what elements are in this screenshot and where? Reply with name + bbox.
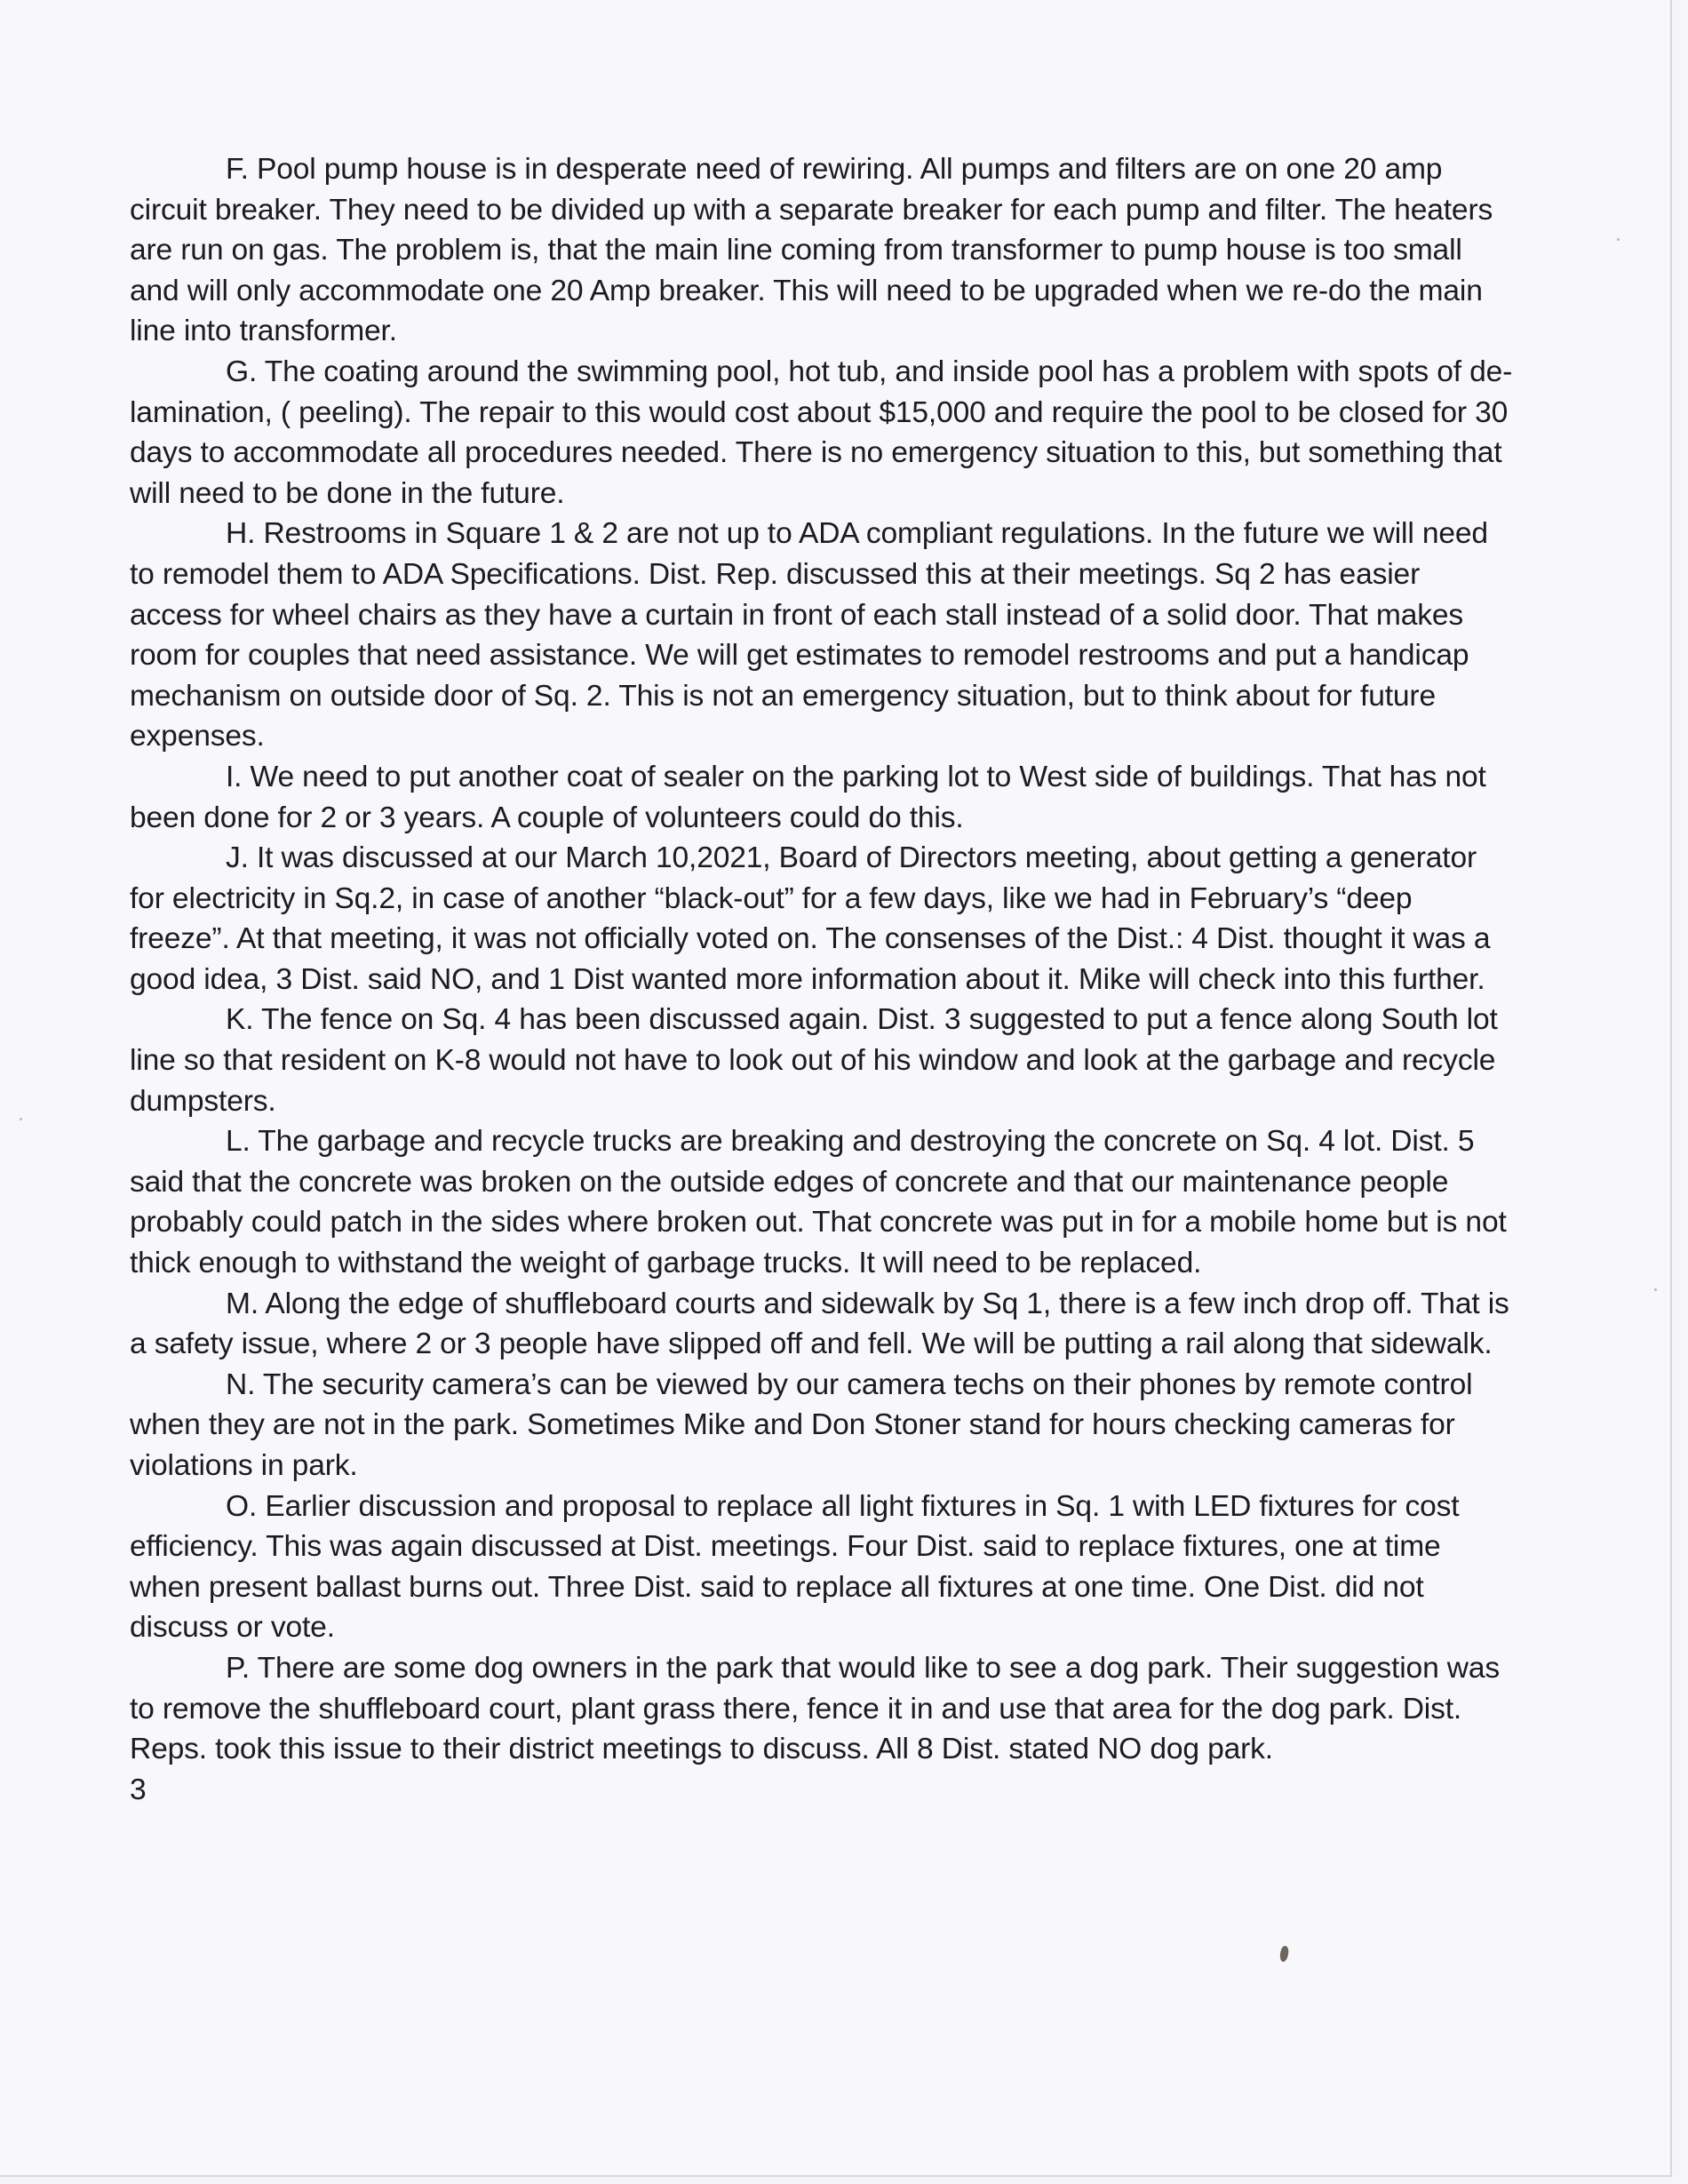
paragraph-i-parking-lot-sealer: I. We need to put another coat of sealer on the parking lot to West side of buildings. That has not been done for 2 or 3 years. A couple of volunteers could do this. (130, 760, 1486, 834)
paragraph-k-fence: K. The fence on Sq. 4 has been discussed again. Dist. 3 suggested to put a fence along South lot line so that resident on K-8 would not have to look out of his window and look at the garbage and recycle dumpsters. (130, 1003, 1498, 1118)
page-number: 3 (130, 1773, 147, 1806)
paragraph-n-security-cameras: N. The security camera’s can be viewed by our camera techs on their phones by remote control when they are not in the park. Sometimes Mike and Don Stoner stand for hours checking cameras for violations in park. (130, 1367, 1473, 1482)
scan-dot (20, 1118, 22, 1120)
paragraph-f-pool-pump-house: F. Pool pump house is in desperate need of rewiring. All pumps and filters are on one 20 amp circuit breaker. They need to be divided up with a separate breaker for each pump and filter. The heaters are run on gas. The problem is, that the main line coming from transformer to pump house is too small and will only accommodate one 20 Amp breaker. This will need to be upgraded when we re-do the main line into transformer. (130, 153, 1493, 348)
scan-speck (1278, 1945, 1290, 1962)
scan-dot (1617, 238, 1620, 241)
document-body (130, 149, 1516, 1810)
paragraph-p-dog-park: P. There are some dog owners in the park that would like to see a dog park. Their suggestion was to remove the shuffleboard court, plant grass there, fence it in and use that area for the dog park. Dist. Reps. took this issue to their district meetings to discuss. All 8 Dist. stated NO dog park. (130, 1651, 1501, 1766)
paragraph-m-shuffleboard-edge: M. Along the edge of shuffleboard courts and sidewalk by Sq 1, there is a few inch drop off. That is a safety issue, where 2 or 3 people have slipped off and fell. We will be putting a rail along that sidewalk. (130, 1287, 1509, 1361)
paragraph-h-restrooms: H. Restrooms in Square 1 & 2 are not up to ADA compliant regulations. In the future we will need to remodel them to ADA Specifications. Dist. Rep. discussed this at their meetings. Sq 2 has easier access for wheel chairs as they have a curtain in front of each stall instead of a solid door. That makes room for couples that need assistance. We will get estimates to remodel restrooms and put a handicap mechanism on outside door of Sq. 2. This is not an emergency situation, but to think about for future expenses. (130, 517, 1488, 753)
paragraph-j-generator: J. It was discussed at our March 10,2021, Board of Directors meeting, about getting a generator for electricity in Sq.2, in case of another “black-out” for a few days, like we had in February’s “deep freeze”. At that meeting, it was not officially voted on. The consenses of the Dist.: 4 Dist. thought it was a good idea, 3 Dist. said NO, and 1 Dist wanted more information about it. Mike will check into this further. (130, 841, 1491, 996)
paragraph-l-concrete: L. The garbage and recycle trucks are breaking and destroying the concrete on Sq. 4 lot. Dist. 5 said that the concrete was broken on the outside edges of concrete and that our maintenance people probably could patch in the sides where broken out. That concrete was put in for a mobile home but is not thick enough to withstand the weight of garbage trucks. It will need to be replaced. (130, 1125, 1507, 1280)
scan-dot (1654, 1288, 1657, 1291)
paragraph-g-pool-coating: G. The coating around the swimming pool, hot tub, and inside pool has a problem with spots of de-lamination, ( peeling). The repair to this would cost about $15,000 and require the pool to be closed for 30 days to accommodate all procedures needed. There is no emergency situation to this, but something that will need to be done in the future. (130, 355, 1513, 510)
paragraph-o-light-fixtures: O. Earlier discussion and proposal to replace all light fixtures in Sq. 1 with LED fixtures for cost efficiency. This was again discussed at Dist. meetings. Four Dist. said to replace fixtures, one at time when present ballast burns out. Three Dist. said to replace all fixtures at one time. One Dist. did not discuss or vote. (130, 1489, 1460, 1645)
